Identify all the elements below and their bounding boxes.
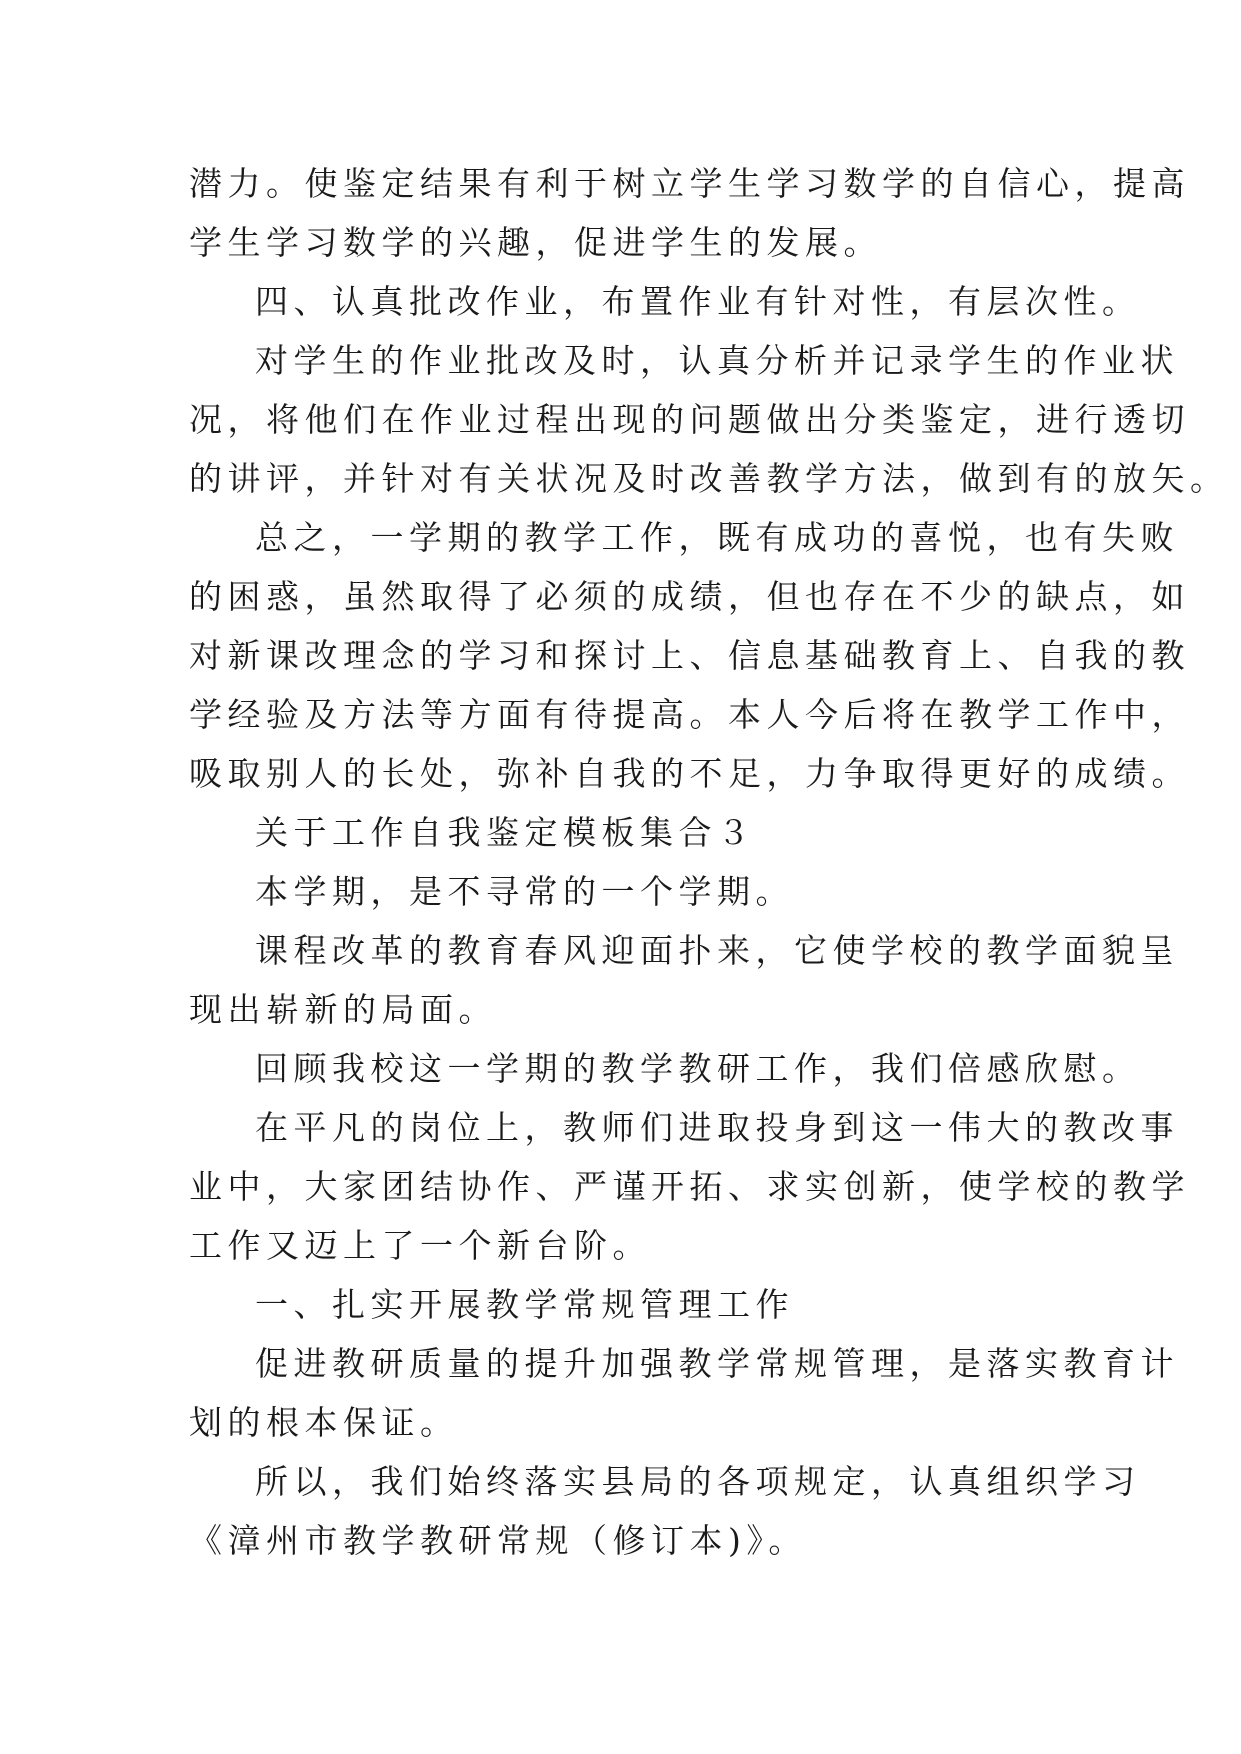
paragraph-3-line-4: 吸取别人的长处，弥补自我的不足，力争取得更好的成绩。 — [189, 754, 1190, 793]
paragraph-6-line-1: 现出崭新的局面。 — [189, 990, 497, 1029]
paragraph-10-line-1: 划的根本保证。 — [189, 1403, 459, 1442]
paragraph-2-line-0: 对学生的作业批改及时，认真分析并记录学生的作业状 — [255, 341, 1179, 380]
paragraph-3-line-1: 的困惑，虽然取得了必须的成绩，但也存在不少的缺点，如 — [189, 577, 1190, 616]
paragraph-2-line-1: 况，将他们在作业过程出现的问题做出分类鉴定，进行透切 — [189, 400, 1190, 439]
paragraph-4-line-0: 关于工作自我鉴定模板集合３ — [255, 813, 756, 852]
paragraph-1-line-0: 四、认真批改作业，布置作业有针对性，有层次性。 — [255, 282, 1141, 321]
paragraph-2-line-2: 的讲评，并针对有关状况及时改善教学方法，做到有的放矢。 — [189, 459, 1229, 498]
paragraph-0-line-0: 潜力。使鉴定结果有利于树立学生学习数学的自信心，提高 — [189, 164, 1190, 203]
paragraph-8-line-1: 业中，大家团结协作、严谨开拓、求实创新，使学校的教学 — [189, 1167, 1190, 1206]
paragraph-8-line-2: 工作又迈上了一个新台阶。 — [189, 1226, 651, 1265]
paragraph-11-line-0: 所以，我们始终落实县局的各项规定，认真组织学习 — [255, 1462, 1141, 1501]
paragraph-6-line-0: 课程改革的教育春风迎面扑来，它使学校的教学面貌呈 — [255, 931, 1179, 970]
paragraph-11-line-1: 《漳州市教学教研常规（修订本)》。 — [189, 1521, 807, 1560]
paragraph-8-line-0: 在平凡的岗位上，教师们进取投身到这一伟大的教改事 — [255, 1108, 1179, 1147]
paragraph-5-line-0: 本学期，是不寻常的一个学期。 — [255, 872, 794, 911]
paragraph-9-line-0: 一、扎实开展教学常规管理工作 — [255, 1285, 794, 1324]
paragraph-10-line-0: 促进教研质量的提升加强教学常规管理，是落实教育计 — [255, 1344, 1179, 1383]
paragraph-7-line-0: 回顾我校这一学期的教学教研工作，我们倍感欣慰。 — [255, 1049, 1141, 1088]
document-body — [189, 154, 1229, 1570]
paragraph-3-line-3: 学经验及方法等方面有待提高。本人今后将在教学工作中， — [189, 695, 1190, 734]
paragraph-3-line-2: 对新课改理念的学习和探讨上、信息基础教育上、自我的教 — [189, 636, 1190, 675]
paragraph-3-line-0: 总之，一学期的教学工作，既有成功的喜悦，也有失败 — [255, 518, 1179, 557]
paragraph-0-line-1: 学生学习数学的兴趣，促进学生的发展。 — [189, 223, 882, 262]
